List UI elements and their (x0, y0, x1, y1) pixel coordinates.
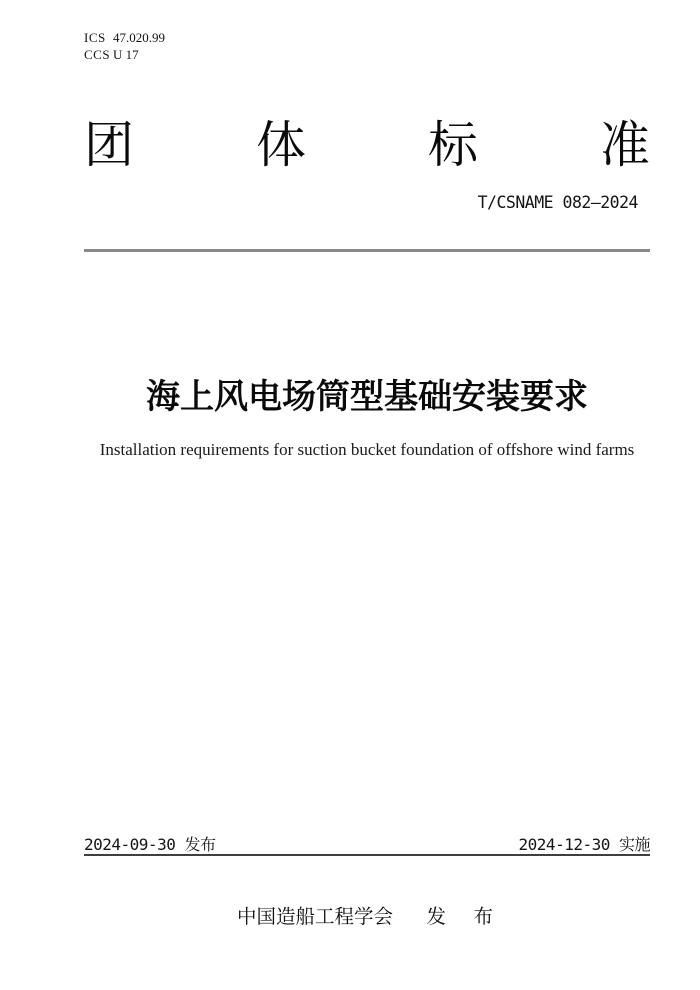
standard-type-char: 体 (256, 117, 306, 173)
ccs-label: CCS (84, 47, 111, 62)
standard-number: T/CSNAME 082—2024 (477, 193, 638, 212)
ics-label: ICS (84, 30, 106, 45)
document-title-chinese: 海上风电场筒型基础安装要求 (146, 378, 588, 416)
ics-code: 47.020.99 (113, 30, 165, 45)
ics-row (84, 29, 165, 46)
ccs-row (84, 46, 165, 63)
standard-type-char: 标 (428, 117, 478, 173)
issue-date: 2024-09-30 发布 (84, 835, 216, 854)
header-divider (84, 249, 650, 252)
ccs-code: U 17 (113, 47, 139, 62)
document-title-english: Installation requirements for suction bucket foundation of offshore wind farms (99, 440, 635, 459)
publisher-name: 中国造船工程学会 (237, 906, 394, 928)
standard-type-char: 准 (600, 117, 650, 173)
footer-divider (84, 854, 650, 856)
standard-type-char: 团 (84, 117, 134, 173)
standard-type-title (84, 117, 650, 173)
publish-action-label: 发 布 (426, 906, 497, 928)
classification-block (84, 29, 165, 63)
implement-date: 2024-12-30 实施 (518, 835, 650, 854)
dates-row (84, 832, 650, 855)
publisher-row (84, 901, 650, 929)
